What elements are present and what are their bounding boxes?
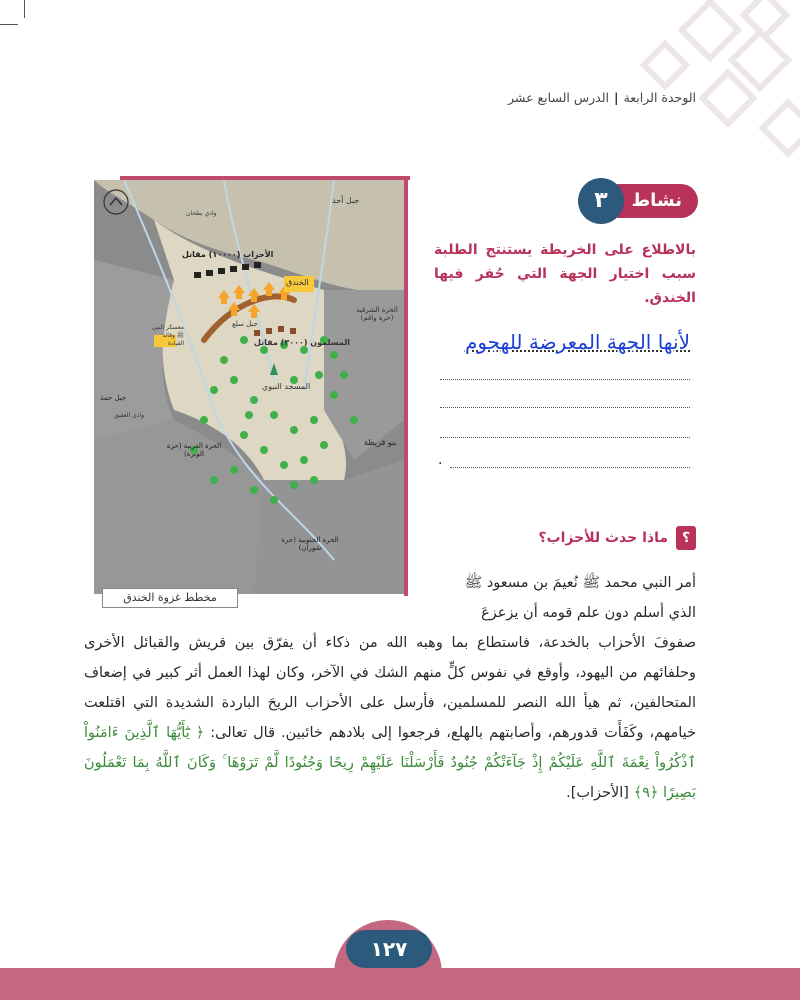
lesson-title: الدرس السابع عشر: [508, 90, 609, 105]
map-label-harra-south: الحرة الجنوبية (حرة شوران): [281, 536, 339, 552]
text-line: الذي أسلم دون علم قومه أن يزعزعَ: [481, 605, 696, 621]
answer-line: [440, 436, 690, 438]
crop-mark: [24, 0, 25, 18]
narrow-paragraph: [426, 568, 696, 628]
answer-line-period: .: [438, 452, 443, 468]
map-label-quraydha: بنو قريظة: [364, 438, 397, 447]
paragraph-text: صفوفَ الأحزاب بالخدعة، فاستطاع بما وهبه الله من ذكاء أن يفرّق بين قريش والقبائل الأخرى وحلفائهم من اليهود، وأوقع في نفوس كلٍّ منهم الشك في الآخر، وكان لهذا العمل أثر كبير في إضعاف المتحالفين، ثم هيأ الله النصر للمسلمين، فأرسل على الأحزاب الريحَ الباردة الشديدة التي اقتلعت خيامهم، وكَفَأَت قدورهم، وأصابتهم بالهلع، فرجعوا إلى بلادهم خائبين. قال تعالى:: [84, 635, 697, 741]
section-heading: [538, 526, 696, 550]
page-number: ١٢٧: [346, 930, 432, 968]
answer-line: [440, 406, 690, 408]
crop-mark: [0, 24, 18, 25]
map-label-masjid: المسجد النبوي: [262, 382, 311, 391]
map-label-jamma: جبل جمة: [100, 394, 127, 402]
map-image: [94, 180, 404, 594]
activity-prompt: بالاطلاع على الخريطة يستنتج الطلبة سبب اختيار الجهة التي حُفر فيها الخندق.: [434, 242, 696, 306]
activity-answer: لأنها الجهة المعرضة للهجوم: [464, 330, 690, 354]
map-label-harra-east: الحرة الشرقية (حرة واقم): [356, 306, 398, 322]
verse-source: [الأحزاب].: [566, 785, 629, 801]
activity-number: ٣: [578, 178, 624, 224]
map-caption: مخطط غزوة الخندق: [102, 588, 238, 608]
map-label-wadi-buthan: وادي بطحان: [186, 210, 217, 217]
question-icon: ؟: [676, 526, 696, 550]
map-label-camp: معسكر النبي ﷺ وقائد القيادة: [151, 324, 184, 347]
battle-map: [92, 176, 410, 606]
section-title: ماذا حدث للأحزاب؟: [538, 530, 668, 546]
map-label-muslimeen: المسلمون (٣٠٠٠) مقاتل: [254, 338, 351, 347]
activity-label: نشاط: [602, 184, 698, 218]
answer-line: [440, 378, 690, 380]
map-label-ahzab: الأحزاب (١٠٠٠٠) مقاتل: [182, 250, 274, 259]
header-separator: |: [614, 90, 619, 105]
map-label-uhud: جبل أحد: [332, 196, 360, 205]
main-paragraph: [84, 628, 696, 808]
map-svg: [94, 180, 404, 594]
map-label-harra-west: الحرة الغربية (حرة الوبرة): [166, 442, 222, 458]
map-label-sal: جبل سلع: [232, 320, 258, 328]
map-label-khandaq: الخندق: [286, 278, 309, 287]
map-border-side: [404, 176, 408, 596]
map-label-wadi-aqiq: وادي العقيق: [114, 412, 145, 419]
unit-title: الوحدة الرابعة: [623, 90, 696, 105]
activity-heading: [566, 178, 698, 222]
text-line: أمر النبي محمد ﷺ نُعيمَ بن مسعود ﷺ: [464, 575, 696, 591]
answer-line: [450, 466, 690, 468]
page-header: [508, 90, 696, 105]
quran-verse: ﴿ يَٰٓأَيُّهَا ٱلَّذِينَ ءَامَنُواْ ٱذْكُرُواْ نِعْمَةَ ٱللَّهِ عَلَيْكُمْ إِذْ جَآءَتْكُمْ جُنُودٌ فَأَرْسَلْنَا عَلَيْهِمْ رِيحًا وَجُنُودًا لَّمْ تَرَوْهَا ۚ وَكَانَ ٱللَّهُ بِمَا تَعْمَلُونَ بَصِيرًا ﴿٩﴾: [84, 725, 696, 801]
